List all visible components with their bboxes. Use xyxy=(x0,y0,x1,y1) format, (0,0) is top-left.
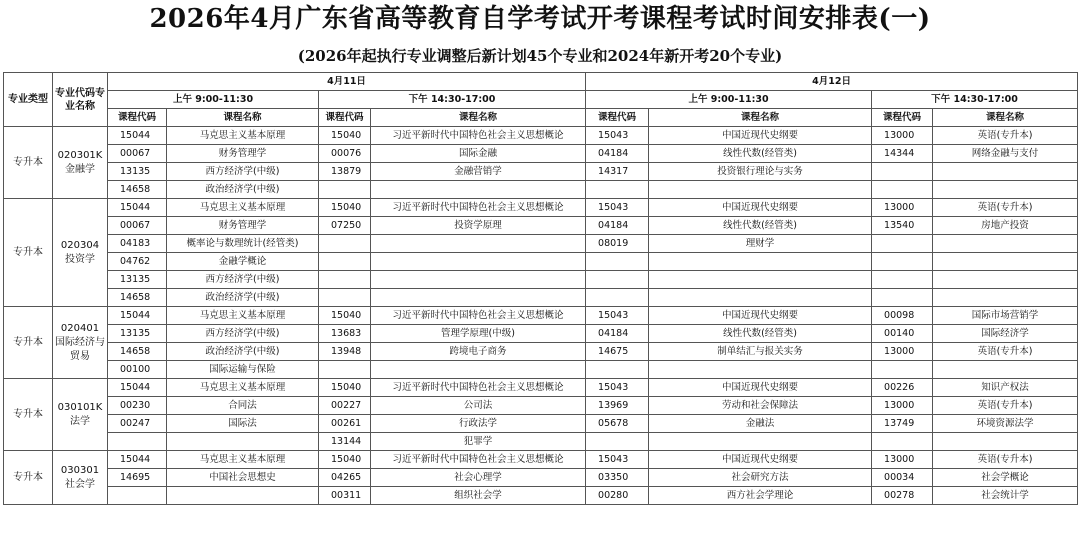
course-code-cell: 13879 xyxy=(319,163,371,181)
course-name-cell xyxy=(649,271,872,289)
major-type: 专升本 xyxy=(4,379,53,451)
header-course-code: 课程代码 xyxy=(872,109,933,127)
course-code-cell: 13000 xyxy=(872,199,933,217)
course-name-cell: 理财学 xyxy=(649,235,872,253)
course-code-cell xyxy=(108,433,167,451)
course-code-cell: 15044 xyxy=(108,199,167,217)
course-name-cell: 马克思主义基本原理 xyxy=(167,307,319,325)
major-code: 020304 xyxy=(60,239,100,251)
table-row xyxy=(4,199,1078,217)
course-name-cell: 西方社会学理论 xyxy=(649,487,872,505)
course-name-cell xyxy=(933,181,1078,199)
course-name-cell: 社会研究方法 xyxy=(649,469,872,487)
course-name-cell xyxy=(933,271,1078,289)
course-code-cell: 00261 xyxy=(319,415,371,433)
course-code-cell: 04184 xyxy=(586,145,649,163)
major-name: 国际经济与贸易 xyxy=(55,336,105,362)
course-code-cell: 13144 xyxy=(319,433,371,451)
header-row-days xyxy=(4,73,1078,91)
course-code-cell: 15043 xyxy=(586,451,649,469)
course-code-cell xyxy=(872,361,933,379)
course-code-cell: 15040 xyxy=(319,199,371,217)
major-type: 专升本 xyxy=(4,307,53,379)
course-code-cell xyxy=(586,433,649,451)
course-name-cell xyxy=(371,271,586,289)
course-name-cell: 犯罪学 xyxy=(371,433,586,451)
course-code-cell: 15044 xyxy=(108,451,167,469)
course-name-cell xyxy=(933,163,1078,181)
course-code-cell xyxy=(872,235,933,253)
course-name-cell xyxy=(933,235,1078,253)
course-name-cell: 中国近现代史纲要 xyxy=(649,451,872,469)
course-name-cell: 财务管理学 xyxy=(167,145,319,163)
header-course-code: 课程代码 xyxy=(586,109,649,127)
course-name-cell: 习近平新时代中国特色社会主义思想概论 xyxy=(371,451,586,469)
course-name-cell: 中国近现代史纲要 xyxy=(649,199,872,217)
header-day2-am: 上午 9:00-11:30 xyxy=(586,91,872,109)
course-name-cell xyxy=(371,181,586,199)
course-name-cell: 制单结汇与报关实务 xyxy=(649,343,872,361)
course-code-cell: 13948 xyxy=(319,343,371,361)
course-name-cell: 合同法 xyxy=(167,397,319,415)
course-code-cell: 00230 xyxy=(108,397,167,415)
major-type: 专升本 xyxy=(4,199,53,307)
header-course-name: 课程名称 xyxy=(167,109,319,127)
course-code-cell: 15044 xyxy=(108,127,167,145)
course-name-cell xyxy=(371,253,586,271)
course-name-cell: 习近平新时代中国特色社会主义思想概论 xyxy=(371,199,586,217)
course-name-cell: 马克思主义基本原理 xyxy=(167,379,319,397)
course-code-cell: 00100 xyxy=(108,361,167,379)
course-code-cell: 04184 xyxy=(586,217,649,235)
course-name-cell: 习近平新时代中国特色社会主义思想概论 xyxy=(371,307,586,325)
table-row xyxy=(4,289,1078,307)
course-code-cell: 15040 xyxy=(319,307,371,325)
table-row xyxy=(4,307,1078,325)
course-name-cell: 概率论与数理统计(经管类) xyxy=(167,235,319,253)
course-name-cell: 中国社会思想史 xyxy=(167,469,319,487)
course-name-cell: 中国近现代史纲要 xyxy=(649,307,872,325)
course-name-cell: 线性代数(经管类) xyxy=(649,217,872,235)
course-name-cell xyxy=(649,433,872,451)
course-code-cell: 04184 xyxy=(586,325,649,343)
course-code-cell xyxy=(319,361,371,379)
course-code-cell xyxy=(586,289,649,307)
course-name-cell: 房地产投资 xyxy=(933,217,1078,235)
course-code-cell: 15043 xyxy=(586,379,649,397)
major-name: 金融学 xyxy=(65,163,95,175)
header-course-name: 课程名称 xyxy=(649,109,872,127)
course-name-cell: 社会心理学 xyxy=(371,469,586,487)
course-code-cell: 03350 xyxy=(586,469,649,487)
course-name-cell: 行政法学 xyxy=(371,415,586,433)
course-name-cell: 社会学概论 xyxy=(933,469,1078,487)
table-row xyxy=(4,271,1078,289)
header-row-columns xyxy=(4,109,1078,127)
header-course-code: 课程代码 xyxy=(319,109,371,127)
course-code-cell: 00311 xyxy=(319,487,371,505)
course-code-cell: 13135 xyxy=(108,325,167,343)
major-code: 030301 xyxy=(60,464,100,476)
table-row xyxy=(4,379,1078,397)
table-row xyxy=(4,451,1078,469)
course-code-cell: 04762 xyxy=(108,253,167,271)
header-day1-am: 上午 9:00-11:30 xyxy=(108,91,319,109)
course-name-cell xyxy=(649,181,872,199)
course-code-cell: 04183 xyxy=(108,235,167,253)
course-code-cell: 00076 xyxy=(319,145,371,163)
table-row xyxy=(4,343,1078,361)
course-code-cell: 14675 xyxy=(586,343,649,361)
major-cell xyxy=(53,451,108,505)
course-code-cell xyxy=(872,433,933,451)
course-code-cell xyxy=(586,361,649,379)
course-code-cell: 00227 xyxy=(319,397,371,415)
major-type: 专升本 xyxy=(4,127,53,199)
course-code-cell: 14658 xyxy=(108,289,167,307)
header-course-code: 课程代码 xyxy=(108,109,167,127)
course-code-cell: 14658 xyxy=(108,343,167,361)
course-name-cell xyxy=(371,289,586,307)
table-row xyxy=(4,469,1078,487)
course-code-cell xyxy=(586,271,649,289)
course-name-cell xyxy=(167,487,319,505)
course-code-cell: 00247 xyxy=(108,415,167,433)
table-row xyxy=(4,181,1078,199)
course-code-cell: 14344 xyxy=(872,145,933,163)
table-row xyxy=(4,487,1078,505)
course-code-cell: 13000 xyxy=(872,343,933,361)
course-code-cell xyxy=(319,271,371,289)
course-name-cell: 国际市场营销学 xyxy=(933,307,1078,325)
course-code-cell: 13000 xyxy=(872,451,933,469)
course-code-cell: 14658 xyxy=(108,181,167,199)
course-code-cell: 00067 xyxy=(108,145,167,163)
table-row xyxy=(4,397,1078,415)
header-day1-pm: 下午 14:30-17:00 xyxy=(319,91,586,109)
course-code-cell xyxy=(319,181,371,199)
header-major-code-name: 专业代码专业名称 xyxy=(53,73,108,127)
course-name-cell: 习近平新时代中国特色社会主义思想概论 xyxy=(371,127,586,145)
course-name-cell: 西方经济学(中级) xyxy=(167,163,319,181)
course-name-cell xyxy=(933,289,1078,307)
course-name-cell xyxy=(933,433,1078,451)
course-name-cell: 政治经济学(中级) xyxy=(167,289,319,307)
header-major-type: 专业类型 xyxy=(4,73,53,127)
course-name-cell: 习近平新时代中国特色社会主义思想概论 xyxy=(371,379,586,397)
course-name-cell: 英语(专升本) xyxy=(933,127,1078,145)
course-code-cell: 00098 xyxy=(872,307,933,325)
major-code: 030101K xyxy=(57,401,103,413)
table-row xyxy=(4,217,1078,235)
course-code-cell: 08019 xyxy=(586,235,649,253)
page-subtitle: (2026年起执行专业调整后新计划45个专业和2024年新开考20个专业) xyxy=(297,47,783,65)
course-name-cell xyxy=(649,289,872,307)
course-code-cell: 00278 xyxy=(872,487,933,505)
course-name-cell xyxy=(371,235,586,253)
course-name-cell: 网络金融与支付 xyxy=(933,145,1078,163)
course-code-cell: 15043 xyxy=(586,307,649,325)
course-name-cell: 组织社会学 xyxy=(371,487,586,505)
course-name-cell: 劳动和社会保障法 xyxy=(649,397,872,415)
course-code-cell: 00067 xyxy=(108,217,167,235)
course-code-cell xyxy=(872,271,933,289)
course-name-cell: 中国近现代史纲要 xyxy=(649,127,872,145)
course-code-cell: 14695 xyxy=(108,469,167,487)
course-name-cell: 金融法 xyxy=(649,415,872,433)
course-code-cell: 15040 xyxy=(319,451,371,469)
course-name-cell: 马克思主义基本原理 xyxy=(167,127,319,145)
major-code: 020301K xyxy=(57,149,103,161)
major-code: 020401 xyxy=(60,322,100,334)
course-name-cell: 线性代数(经管类) xyxy=(649,325,872,343)
table-row xyxy=(4,361,1078,379)
course-code-cell: 15043 xyxy=(586,127,649,145)
header-day-2: 4月12日 xyxy=(586,73,1078,91)
course-name-cell: 知识产权法 xyxy=(933,379,1078,397)
course-code-cell: 13000 xyxy=(872,397,933,415)
course-code-cell: 07250 xyxy=(319,217,371,235)
course-name-cell: 英语(专升本) xyxy=(933,451,1078,469)
course-code-cell: 13749 xyxy=(872,415,933,433)
course-name-cell xyxy=(167,433,319,451)
course-name-cell: 投资银行理论与实务 xyxy=(649,163,872,181)
header-day2-pm: 下午 14:30-17:00 xyxy=(872,91,1078,109)
course-code-cell xyxy=(319,289,371,307)
major-cell xyxy=(53,379,108,451)
table-row xyxy=(4,235,1078,253)
course-name-cell: 西方经济学(中级) xyxy=(167,271,319,289)
table-row xyxy=(4,253,1078,271)
course-code-cell: 00034 xyxy=(872,469,933,487)
table-row xyxy=(4,145,1078,163)
table-row xyxy=(4,163,1078,181)
course-name-cell: 跨境电子商务 xyxy=(371,343,586,361)
course-name-cell: 英语(专升本) xyxy=(933,343,1078,361)
course-code-cell: 15044 xyxy=(108,307,167,325)
table-row xyxy=(4,415,1078,433)
course-code-cell: 15040 xyxy=(319,379,371,397)
course-code-cell: 05678 xyxy=(586,415,649,433)
course-name-cell: 金融学概论 xyxy=(167,253,319,271)
major-cell xyxy=(53,199,108,307)
table-row xyxy=(4,325,1078,343)
course-name-cell xyxy=(649,253,872,271)
course-name-cell: 国际经济学 xyxy=(933,325,1078,343)
schedule-table xyxy=(3,72,1078,505)
course-name-cell: 国际运输与保险 xyxy=(167,361,319,379)
header-row-sessions xyxy=(4,91,1078,109)
course-name-cell xyxy=(649,361,872,379)
course-name-cell xyxy=(371,361,586,379)
course-code-cell xyxy=(319,235,371,253)
course-name-cell: 国际金融 xyxy=(371,145,586,163)
major-name: 法学 xyxy=(70,415,90,427)
header-day-1: 4月11日 xyxy=(108,73,586,91)
course-code-cell: 15043 xyxy=(586,199,649,217)
course-name-cell: 政治经济学(中级) xyxy=(167,181,319,199)
course-code-cell xyxy=(872,253,933,271)
course-code-cell: 13135 xyxy=(108,163,167,181)
course-code-cell xyxy=(586,181,649,199)
page-title: 2026年4月广东省高等教育自学考试开考课程考试时间安排表(一) xyxy=(149,4,931,34)
header-course-name: 课程名称 xyxy=(371,109,586,127)
course-name-cell: 政治经济学(中级) xyxy=(167,343,319,361)
course-name-cell xyxy=(933,361,1078,379)
course-code-cell: 04265 xyxy=(319,469,371,487)
course-code-cell xyxy=(108,487,167,505)
course-name-cell: 中国近现代史纲要 xyxy=(649,379,872,397)
major-name: 社会学 xyxy=(65,478,95,490)
course-name-cell: 社会统计学 xyxy=(933,487,1078,505)
course-code-cell: 15040 xyxy=(319,127,371,145)
table-row xyxy=(4,433,1078,451)
header-course-name: 课程名称 xyxy=(933,109,1078,127)
course-code-cell: 00226 xyxy=(872,379,933,397)
course-code-cell: 13000 xyxy=(872,127,933,145)
course-code-cell: 00140 xyxy=(872,325,933,343)
course-name-cell: 英语(专升本) xyxy=(933,199,1078,217)
course-code-cell xyxy=(319,253,371,271)
course-name-cell: 线性代数(经管类) xyxy=(649,145,872,163)
course-name-cell: 环境资源法学 xyxy=(933,415,1078,433)
course-code-cell: 13135 xyxy=(108,271,167,289)
course-name-cell: 投资学原理 xyxy=(371,217,586,235)
course-name-cell: 公司法 xyxy=(371,397,586,415)
course-code-cell xyxy=(872,163,933,181)
course-name-cell: 马克思主义基本原理 xyxy=(167,451,319,469)
course-name-cell: 财务管理学 xyxy=(167,217,319,235)
major-cell xyxy=(53,127,108,199)
major-name: 投资学 xyxy=(65,253,95,265)
course-name-cell: 管理学原理(中级) xyxy=(371,325,586,343)
course-code-cell xyxy=(872,181,933,199)
table-row xyxy=(4,127,1078,145)
course-code-cell: 15044 xyxy=(108,379,167,397)
course-code-cell: 14317 xyxy=(586,163,649,181)
major-cell xyxy=(53,307,108,379)
course-name-cell: 西方经济学(中级) xyxy=(167,325,319,343)
course-code-cell: 13969 xyxy=(586,397,649,415)
course-code-cell: 13540 xyxy=(872,217,933,235)
course-code-cell xyxy=(872,289,933,307)
course-name-cell: 金融营销学 xyxy=(371,163,586,181)
course-name-cell: 英语(专升本) xyxy=(933,397,1078,415)
course-name-cell: 马克思主义基本原理 xyxy=(167,199,319,217)
course-name-cell xyxy=(933,253,1078,271)
course-code-cell: 13683 xyxy=(319,325,371,343)
course-name-cell: 国际法 xyxy=(167,415,319,433)
course-code-cell: 00280 xyxy=(586,487,649,505)
course-code-cell xyxy=(586,253,649,271)
major-type: 专升本 xyxy=(4,451,53,505)
